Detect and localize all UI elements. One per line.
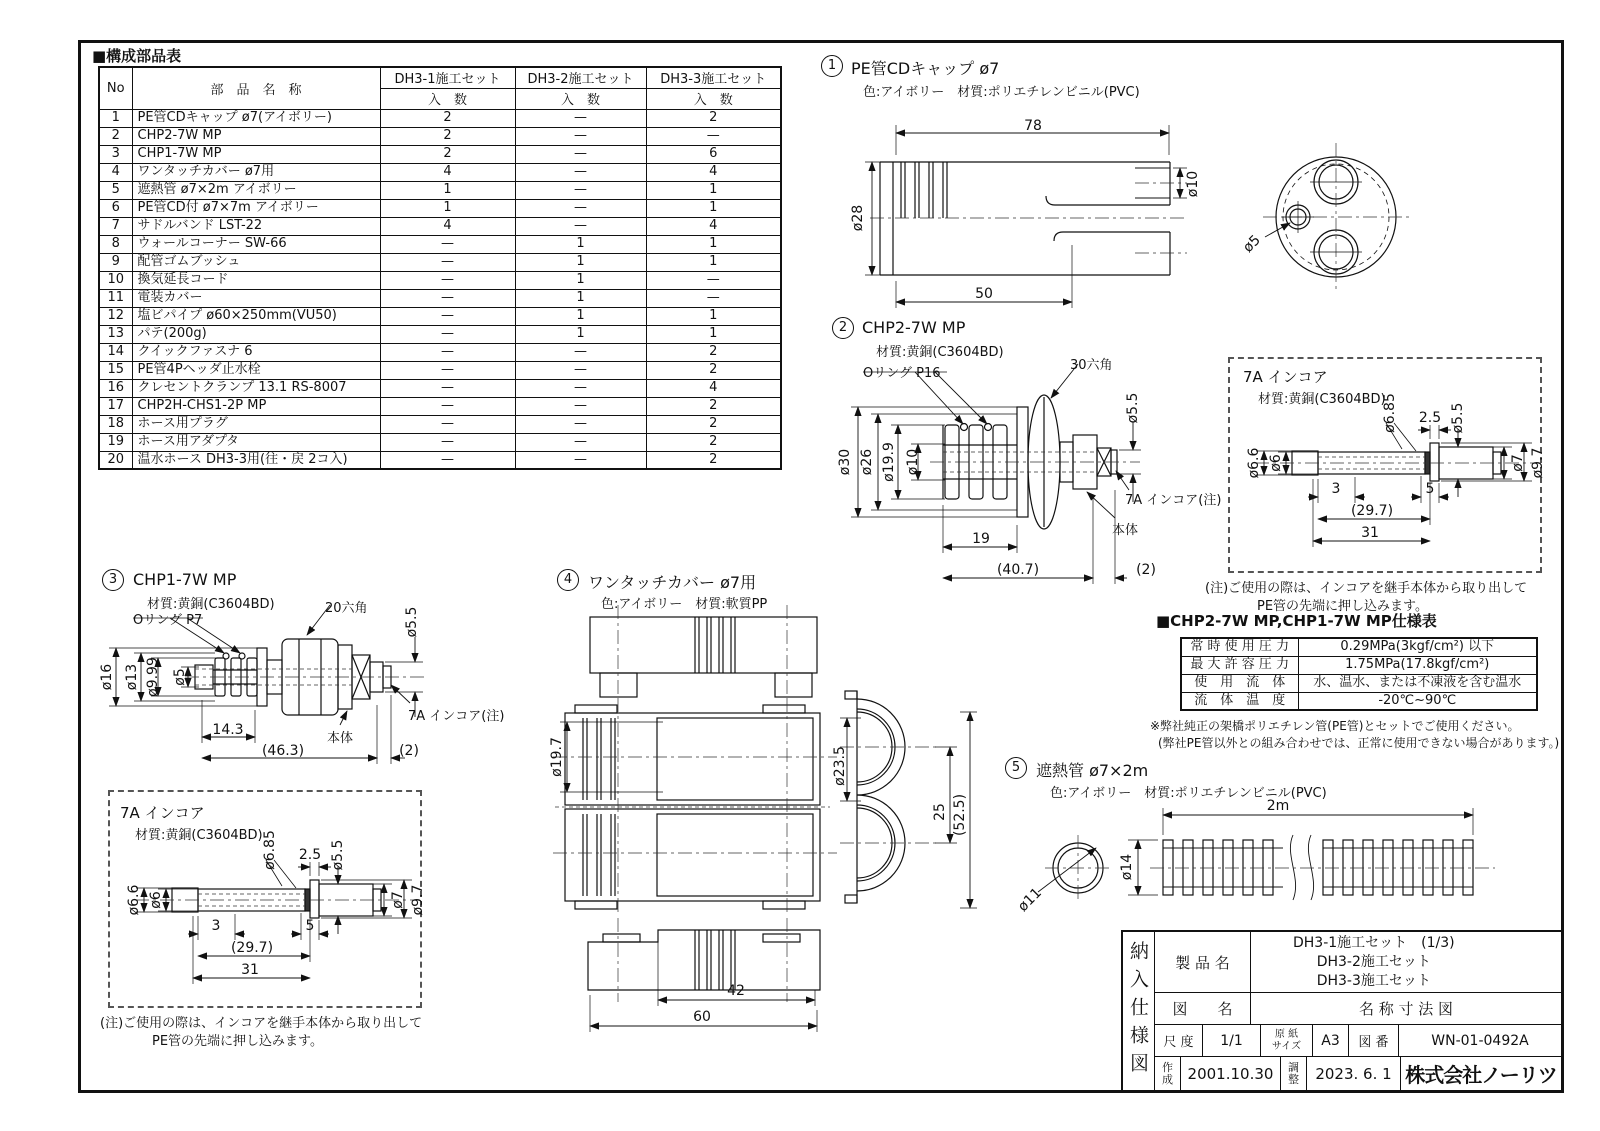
- part-no: 3: [99, 145, 132, 163]
- part-name: PE管CDキャップ ø7(アイボリー): [132, 109, 380, 127]
- part-name: ワンタッチカバー ø7用: [132, 163, 380, 181]
- part-no: 10: [99, 271, 132, 289]
- part-qty-set3: 2: [646, 361, 781, 379]
- dim-dia-9-7: ø9.7: [410, 884, 426, 916]
- spec-value: 水、温水、または不凍液を含む温水: [1298, 674, 1537, 692]
- part-name: 換気延長コード: [132, 271, 380, 289]
- dim-dia-26: ø26: [859, 448, 875, 476]
- dim-dia-19-9: ø19.9: [881, 442, 897, 482]
- part-no: 1: [99, 109, 132, 127]
- part-no: 2: [99, 127, 132, 145]
- spec-value: -20℃~90℃: [1298, 692, 1537, 710]
- part-qty-set3: 1: [646, 307, 781, 325]
- dim-length-31: 31: [1361, 525, 1379, 541]
- part-qty-set2: —: [515, 433, 646, 451]
- part-qty-set3: —: [646, 271, 781, 289]
- part-qty-set3: 4: [646, 379, 781, 397]
- d1-title: PE管CDキャップ ø7: [851, 59, 1000, 78]
- part-qty-set3: 6: [646, 145, 781, 163]
- table-row: [99, 181, 781, 199]
- dim-dia-6-85: ø6.85: [1382, 393, 1398, 433]
- d2-hex-label: 30六角: [1070, 358, 1113, 373]
- part-qty-set3: —: [646, 289, 781, 307]
- dim-dia-14: ø14: [1119, 853, 1135, 881]
- d2-oring-label: Oリング P16: [863, 366, 941, 381]
- part-qty-set2: 1: [515, 325, 646, 343]
- dim-length-78: 78: [1024, 118, 1042, 134]
- parts-table: [98, 66, 782, 470]
- table-row: [99, 163, 781, 181]
- part-name: CHP2-7W MP: [132, 127, 380, 145]
- table-row: [99, 325, 781, 343]
- drawing-name-value: 名 称 寸 法 図: [1358, 1000, 1454, 1018]
- part-name: PE管CD付 ø7×7m アイボリー: [132, 199, 380, 217]
- dim-length-52-5: (52.5): [952, 793, 968, 837]
- balloon-5: 5: [1005, 757, 1027, 779]
- part-no: 6: [99, 199, 132, 217]
- part-no: 12: [99, 307, 132, 325]
- spec-value: 0.29MPa(3kgf/cm²) 以下: [1298, 638, 1537, 656]
- part-qty-set1: —: [380, 415, 515, 433]
- dim-dia-5-5: ø5.5: [404, 606, 420, 638]
- part-qty-set1: 2: [380, 109, 515, 127]
- part-qty-set3: 1: [646, 253, 781, 271]
- d2-body-label: 本体: [1112, 523, 1139, 538]
- dim-dia-9-99: ø9.99: [145, 657, 161, 697]
- product-name-list: [1293, 934, 1455, 991]
- scale-value: 1/1: [1203, 1025, 1261, 1056]
- d1-spec: 色:アイボリー 材質:ポリエチレンビニル(PVC): [863, 85, 1140, 100]
- d5-title: 遮熱管 ø7×2m: [1036, 761, 1149, 780]
- col-qty1: 入 数: [380, 88, 515, 109]
- part-qty-set2: —: [515, 217, 646, 235]
- part-no: 17: [99, 397, 132, 415]
- dim-dia-11: ø11: [1015, 885, 1045, 915]
- part-qty-set3: 1: [646, 235, 781, 253]
- part-qty-set1: —: [380, 433, 515, 451]
- part-no: 4: [99, 163, 132, 181]
- d3-oring-label: Oリング P7: [133, 613, 203, 628]
- part-no: 9: [99, 253, 132, 271]
- part-qty-set2: —: [515, 343, 646, 361]
- dim-dia-30: ø30: [837, 448, 853, 476]
- part-name: パテ(200g): [132, 325, 380, 343]
- dim-length-3: 3: [1331, 481, 1341, 497]
- part-qty-set1: —: [380, 379, 515, 397]
- dim-dia-10: ø10: [905, 448, 921, 476]
- tube-drawing: [1000, 780, 1510, 915]
- dim-dia-6: ø6: [148, 891, 164, 909]
- spec-row: [1181, 638, 1537, 656]
- balloon-4: 4: [557, 569, 579, 591]
- created-date: 2001.10.30: [1181, 1057, 1281, 1090]
- balloon-1: 1: [821, 55, 843, 77]
- part-name: クレセントクランプ 13.1 RS-8007: [132, 379, 380, 397]
- scale-label: 尺 度: [1155, 1025, 1203, 1056]
- dim-length-2-5: 2.5: [1418, 410, 1442, 426]
- spec-value: 1.75MPa(17.8kgf/cm²): [1298, 656, 1537, 674]
- part-qty-set1: —: [380, 289, 515, 307]
- dim-length-2: (2): [399, 743, 419, 759]
- title-block: [1121, 930, 1563, 1092]
- part-no: 8: [99, 235, 132, 253]
- scale-row: [1155, 1024, 1561, 1056]
- d3-body-label: 本体: [327, 731, 354, 746]
- part-qty-set2: —: [515, 361, 646, 379]
- part-qty-set2: —: [515, 415, 646, 433]
- dim-dia-6: ø6: [1268, 454, 1284, 472]
- dim-length-14-3: 14.3: [212, 722, 244, 738]
- dim-dia-6-6: ø6.6: [1246, 447, 1262, 479]
- balloon-2: 2: [832, 317, 854, 339]
- d4-spec: 色:アイボリー 材質:軟質PP: [601, 597, 768, 612]
- dim-length-2m: 2m: [1266, 798, 1290, 814]
- dim-dia-5-5: ø5.5: [330, 839, 346, 871]
- dim-length-29-7: (29.7): [1350, 503, 1394, 519]
- dim-length-29-7: (29.7): [230, 940, 274, 956]
- part-no: 14: [99, 343, 132, 361]
- part-qty-set2: 1: [515, 253, 646, 271]
- drawing-number-value: WN-01-0492A: [1431, 1032, 1529, 1049]
- part-qty-set1: —: [380, 397, 515, 415]
- part-name: 配管ゴムブッシュ: [132, 253, 380, 271]
- parts-table-heading: ■構成部品表: [92, 47, 182, 65]
- part-qty-set2: —: [515, 181, 646, 199]
- spec-note-line1: ※弊社純正の架橋ポリエチレン管(PE管)とセットでご使用ください。: [1150, 719, 1520, 733]
- table-row: [99, 397, 781, 415]
- part-qty-set3: 4: [646, 217, 781, 235]
- table-row: [99, 199, 781, 217]
- part-qty-set1: —: [380, 235, 515, 253]
- drawing-name-label: 図 名: [1155, 993, 1251, 1024]
- part-name: ウォールコーナー SW-66: [132, 235, 380, 253]
- parts-header-row: [99, 67, 781, 88]
- part-no: 11: [99, 289, 132, 307]
- part-name: サドルバンド LST-22: [132, 217, 380, 235]
- part-name: クイックファスナ 6: [132, 343, 380, 361]
- adjusted-label: 調整: [1281, 1057, 1307, 1090]
- part-qty-set3: 1: [646, 325, 781, 343]
- dim-dia-13: ø13: [124, 663, 140, 691]
- table-row: [99, 253, 781, 271]
- part-qty-set2: —: [515, 451, 646, 469]
- part-qty-set1: —: [380, 343, 515, 361]
- dates-row: [1155, 1056, 1561, 1090]
- table-row: [99, 235, 781, 253]
- part-qty-set1: —: [380, 361, 515, 379]
- col-set1: DH3-1施工セット: [380, 67, 515, 88]
- d5-spec: 色:アイボリー 材質:ポリエチレンビニル(PVC): [1050, 786, 1327, 801]
- dim-length-2: (2): [1136, 562, 1156, 578]
- part-qty-set2: —: [515, 109, 646, 127]
- part-name: ホース用プラグ: [132, 415, 380, 433]
- incore-note-line2: PE管の先端に押し込みます。: [152, 1034, 324, 1049]
- dim-dia-9-7: ø9.7: [1530, 447, 1546, 479]
- table-row: [99, 109, 781, 127]
- dim-length-5: 5: [1425, 481, 1435, 497]
- dim-dia-5: ø5: [172, 668, 188, 686]
- table-row: [99, 343, 781, 361]
- part-no: 18: [99, 415, 132, 433]
- part-qty-set2: —: [515, 145, 646, 163]
- part-qty-set2: 1: [515, 271, 646, 289]
- product-name-label: 製 品 名: [1155, 932, 1251, 992]
- part-qty-set2: —: [515, 397, 646, 415]
- part-qty-set2: —: [515, 199, 646, 217]
- part-no: 7: [99, 217, 132, 235]
- part-no: 13: [99, 325, 132, 343]
- part-name: 塩ビパイプ ø60×250mm(VU50): [132, 307, 380, 325]
- table-row: [99, 307, 781, 325]
- dim-length-3: 3: [211, 918, 221, 934]
- part-qty-set3: —: [646, 127, 781, 145]
- incore-title: 7A インコア: [120, 804, 205, 822]
- table-row: [99, 145, 781, 163]
- part-no: 15: [99, 361, 132, 379]
- incore-spec: 材質:黄銅(C3604BD): [1258, 392, 1386, 407]
- product-name-line: DH3-3施工セット: [1316, 972, 1431, 989]
- part-qty-set3: 2: [646, 433, 781, 451]
- spec-table-title: ■CHP2-7W MP,CHP1-7W MP仕様表: [1156, 612, 1437, 630]
- table-row: [99, 217, 781, 235]
- product-name-line: DH3-1施工セット (1/3): [1293, 934, 1455, 951]
- table-row: [99, 451, 781, 469]
- part-qty-set1: —: [380, 253, 515, 271]
- drawing-name-row: [1155, 992, 1561, 1024]
- part-name: PE管4Pヘッダ止水栓: [132, 361, 380, 379]
- part-qty-set3: 2: [646, 343, 781, 361]
- spec-note-line2: (弊社PE管以外との組み合わせでは、正常に使用できない場合があります。): [1158, 736, 1560, 750]
- part-qty-set3: 2: [646, 415, 781, 433]
- spec-row: [1181, 692, 1537, 710]
- part-qty-set2: —: [515, 163, 646, 181]
- dim-dia-19-7: ø19.7: [549, 737, 565, 777]
- table-row: [99, 415, 781, 433]
- part-qty-set1: 4: [380, 163, 515, 181]
- part-qty-set1: 2: [380, 145, 515, 163]
- d3-incore-label: 7A インコア(注): [408, 709, 505, 724]
- dim-dia-6-85: ø6.85: [262, 830, 278, 870]
- table-row: [99, 271, 781, 289]
- part-name: CHP1-7W MP: [132, 145, 380, 163]
- col-set2: DH3-2施工セット: [515, 67, 646, 88]
- table-row: [99, 127, 781, 145]
- dim-length-42: 42: [727, 983, 745, 999]
- part-no: 16: [99, 379, 132, 397]
- dim-length-19: 19: [972, 531, 990, 547]
- part-qty-set3: 1: [646, 199, 781, 217]
- part-qty-set2: 1: [515, 289, 646, 307]
- col-name: 部 品 名 称: [132, 67, 380, 109]
- dim-dia-5: ø5: [1240, 232, 1264, 256]
- col-qty2: 入 数: [515, 88, 646, 109]
- incore-note-line1: (注)ご使用の際は、インコアを継手本体から取り出して: [100, 1016, 423, 1031]
- part-qty-set1: 4: [380, 217, 515, 235]
- spec-row: [1181, 674, 1537, 692]
- drawing-number-label: 図 番: [1349, 1025, 1399, 1056]
- table-row: [99, 433, 781, 451]
- d3-spec: 材質:黄銅(C3604BD): [147, 597, 275, 612]
- dim-dia-5-5: ø5.5: [1450, 402, 1466, 434]
- dim-length-31: 31: [241, 962, 259, 978]
- part-qty-set1: 1: [380, 199, 515, 217]
- dim-dia-16: ø16: [99, 663, 115, 691]
- dim-dia-23-5: ø23.5: [832, 746, 848, 786]
- dim-dia-10: ø10: [1185, 170, 1201, 198]
- col-set3: DH3-3施工セット: [646, 67, 781, 88]
- part-no: 5: [99, 181, 132, 199]
- product-name-line: DH3-2施工セット: [1316, 953, 1431, 970]
- part-qty-set2: 1: [515, 235, 646, 253]
- dim-length-50: 50: [975, 286, 993, 302]
- part-qty-set3: 2: [646, 451, 781, 469]
- part-qty-set1: —: [380, 271, 515, 289]
- table-row: [99, 379, 781, 397]
- part-no: 20: [99, 451, 132, 469]
- d4-title: ワンタッチカバー ø7用: [588, 573, 757, 592]
- spec-label: 最 大 許 容 圧 力: [1181, 656, 1298, 674]
- spec-label: 常 時 使 用 圧 力: [1181, 638, 1298, 656]
- part-name: ホース用アダプタ: [132, 433, 380, 451]
- spec-label: 流 体 温 度: [1181, 692, 1298, 710]
- part-no: 19: [99, 433, 132, 451]
- part-name: CHP2H-CHS1-2P MP: [132, 397, 380, 415]
- part-qty-set1: —: [380, 307, 515, 325]
- part-qty-set3: 1: [646, 181, 781, 199]
- balloon-3: 3: [102, 569, 124, 591]
- cover-drawing: [545, 590, 990, 1040]
- dim-length-46-3: (46.3): [261, 743, 305, 759]
- part-name: 遮熱管 ø7×2m アイボリー: [132, 181, 380, 199]
- dim-dia-28: ø28: [850, 204, 866, 232]
- adjusted-date: 2023. 6. 1: [1307, 1057, 1401, 1090]
- table-row: [99, 361, 781, 379]
- dim-length-40-7: (40.7): [996, 562, 1040, 578]
- part-qty-set3: 4: [646, 163, 781, 181]
- part-qty-set1: 1: [380, 181, 515, 199]
- dim-length-5: 5: [305, 918, 315, 934]
- part-qty-set1: 2: [380, 127, 515, 145]
- table-row: [99, 289, 781, 307]
- part-qty-set2: 1: [515, 307, 646, 325]
- pe-cap-drawing: [835, 105, 1420, 330]
- dim-dia-7: ø7: [390, 891, 406, 909]
- incore-title: 7A インコア: [1243, 368, 1328, 386]
- spec-row: [1181, 656, 1537, 674]
- title-block-vertical-label: 納入仕様図: [1123, 932, 1155, 1090]
- part-qty-set1: —: [380, 451, 515, 469]
- dim-length-25: 25: [932, 803, 948, 821]
- paper-size-label-line2: サイズ: [1271, 1040, 1302, 1052]
- company-name: 株式会社ノーリツ: [1405, 1063, 1557, 1087]
- part-name: 温水ホース DH3-3用(往・戻 2コ入): [132, 451, 380, 469]
- col-qty3: 入 数: [646, 88, 781, 109]
- incore-spec: 材質:黄銅(C3604BD): [135, 828, 263, 843]
- dim-length-2-5: 2.5: [298, 847, 322, 863]
- spec-table: [1180, 637, 1538, 711]
- part-qty-set2: —: [515, 379, 646, 397]
- d2-incore-label: 7A インコア(注): [1125, 493, 1222, 508]
- part-qty-set2: —: [515, 127, 646, 145]
- part-qty-set1: —: [380, 325, 515, 343]
- dim-length-60: 60: [693, 1009, 711, 1025]
- paper-size-label: [1261, 1025, 1313, 1056]
- incore-note-line1: (注)ご使用の際は、インコアを継手本体から取り出して: [1205, 581, 1528, 596]
- dim-dia-7: ø7: [1510, 454, 1526, 472]
- part-qty-set3: 2: [646, 397, 781, 415]
- part-name: 電装カバー: [132, 289, 380, 307]
- d3-title: CHP1-7W MP: [133, 570, 237, 589]
- dim-dia-5-5: ø5.5: [1125, 392, 1141, 424]
- d2-title: CHP2-7W MP: [862, 318, 966, 337]
- paper-size-value: A3: [1313, 1025, 1349, 1056]
- dim-dia-6-6: ø6.6: [126, 884, 142, 916]
- part-qty-set3: 2: [646, 109, 781, 127]
- created-label: 作成: [1155, 1057, 1181, 1090]
- incore-note-line2: PE管の先端に押し込みます。: [1257, 599, 1429, 614]
- d2-spec: 材質:黄銅(C3604BD): [876, 345, 1004, 360]
- d3-hex-label: 20六角: [325, 601, 368, 616]
- col-no: No: [99, 67, 132, 109]
- spec-label: 使 用 流 体: [1181, 674, 1298, 692]
- paper-size-label-line1: 原 紙: [1274, 1028, 1299, 1040]
- product-name-row: [1155, 932, 1561, 992]
